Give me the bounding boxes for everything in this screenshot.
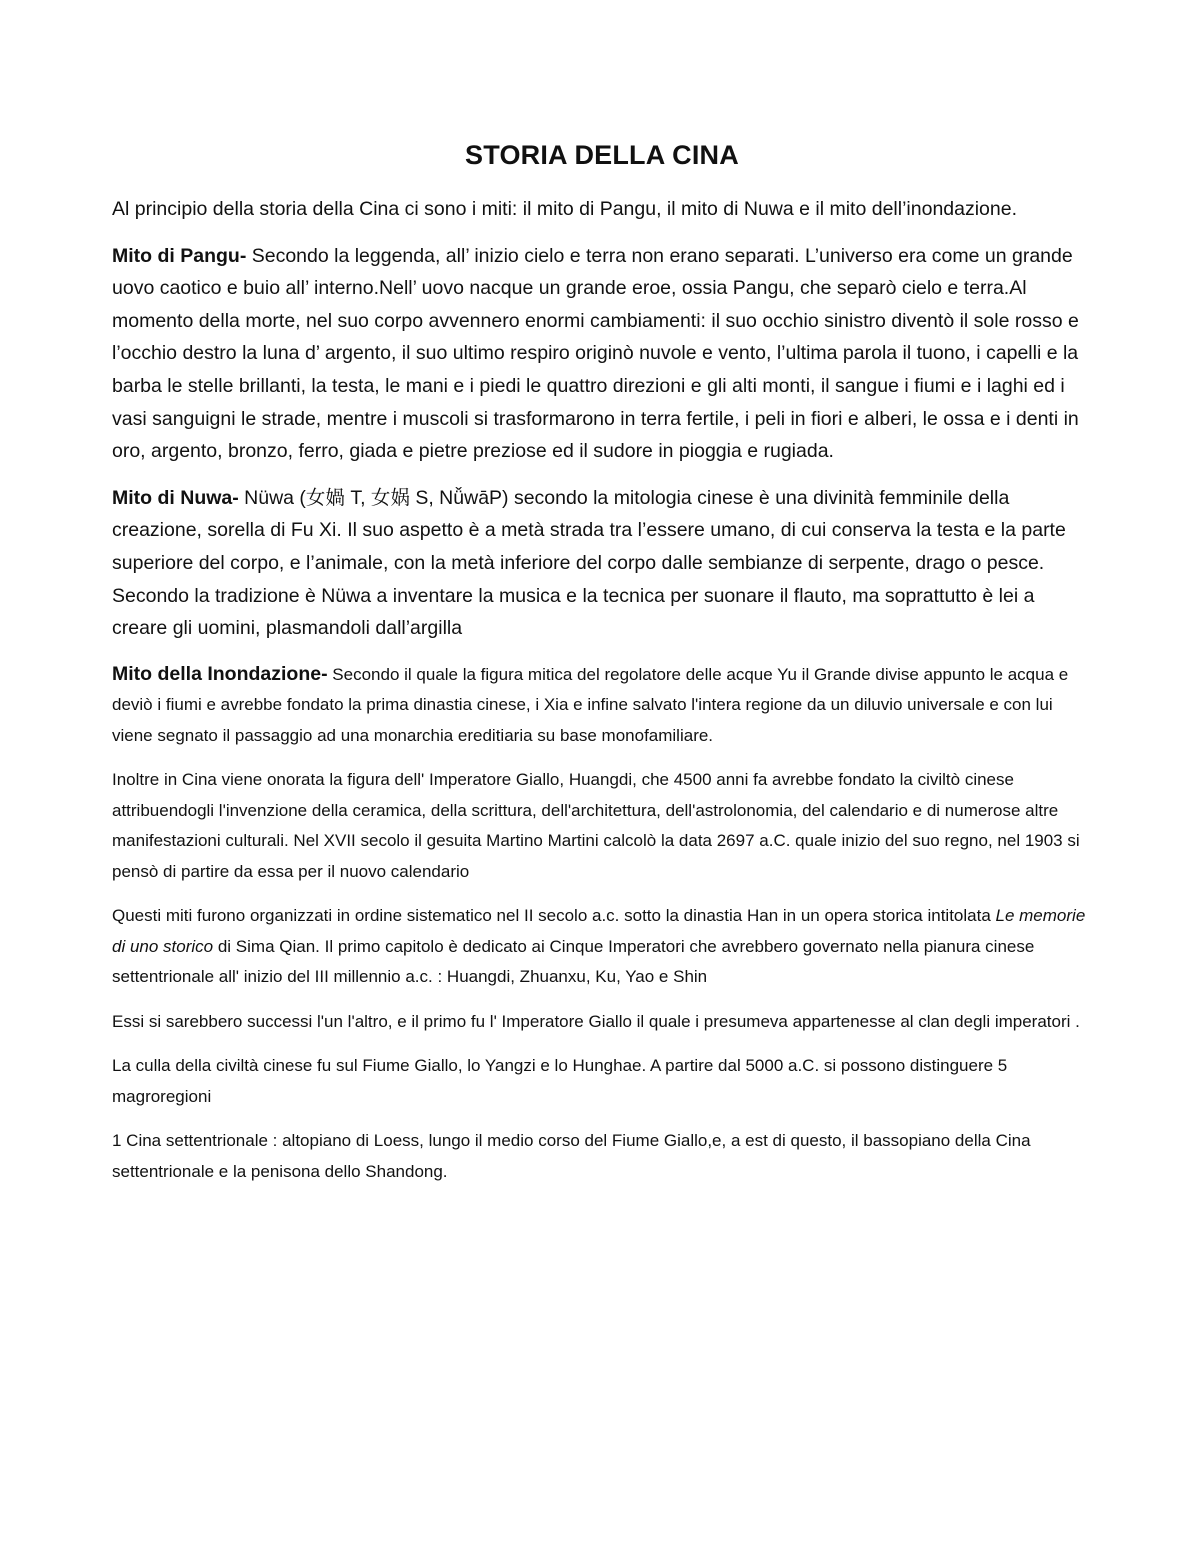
inondazione-paragraph (112, 659, 1092, 752)
questi-miti-text-before: Questi miti furono organizzati in ordine sistematico nel II secolo a.c. sotto la dinastia Han in un opera storica intitolata (112, 906, 996, 926)
intro-paragraph: Al principio della storia della Cina ci sono i miti: il mito di Pangu, il mito di Nuwa e il mito dell’inondazione. (112, 198, 1018, 220)
inondazione-text: Secondo il quale la figura mitica del regolatore delle acque Yu il Grande divise appunto le acqua e deviò i fiumi e avrebbe fondato la prima dinastia cinese, i Xia e infine salvato l'intera regione da un diluvio universale e con lui viene segnato il passaggio ad una monarchia ereditiaria su base monofamiliare. (112, 664, 1069, 745)
book-title: Le memorie di uno storico (112, 906, 1086, 956)
document-title: STORIA DELLA CINA (465, 140, 739, 170)
inondazione-heading: Mito della Inondazione- (112, 662, 328, 685)
imperatore-giallo-paragraph: Inoltre in Cina viene onorata la figura dell' Imperatore Giallo, Huangdi, che 4500 anni fa avrebbe fondato la civiltò cinese attribuendogli l'invenzione della ceramica, della scrittura, dell'architettura, dell'astrolonomia, del calendario e di numerose altre manifestazioni culturali. Nel XVII secolo il gesuita Martino Martini calcolò la data 2697 a.C. quale inizio del suo regno, nel 1903 si pensò di partire da essa per il nuovo calendario (112, 770, 1080, 881)
nuwa-paragraph (112, 482, 1092, 645)
pangu-heading: Mito di Pangu- (112, 244, 247, 267)
essi-paragraph: Essi si sarebbero successi l'un l'altro, e il primo fu l' Imperatore Giallo il quale i presumeva appartenesse al clan degli imperatori . (112, 1011, 1080, 1031)
nuwa-heading: Mito di Nuwa- (112, 486, 239, 509)
questi-miti-text-after: di Sima Qian. Il primo capitolo è dedicato ai Cinque Imperatori che avrebbero governato nella pianura cinese settentrionale all' inizio del III millennio a.c. : Huangdi, Zhuanxu, Ku, Yao e Shin (112, 936, 1035, 987)
document-body (112, 140, 1092, 1201)
culla-paragraph: La culla della civiltà cinese fu sul Fiume Giallo, lo Yangzi e lo Hunghae. A partire dal 5000 a.C. si possono distinguere 5 magroregioni (112, 1056, 1008, 1106)
questi-miti-paragraph (112, 901, 1092, 993)
pangu-text: Secondo la leggenda, all’ inizio cielo e terra non erano separati. L’universo era come un grande uovo caotico e buio all’ interno.Nell’ uovo nacque un grande eroe, ossia Pangu, che separò cielo e terra.Al momento della morte, nel suo corpo avvennero enormi cambiamenti: il suo occhio sinistro diventò il sole rosso e l’occhio destro la luna d’ argento, il suo ultimo respiro originò nuvole e vento, l’ultima parola il tuono, i capelli e la barba le stelle brillanti, la testa, le mani e i piedi le quattro direzioni e gli alti monti, il sangue i fiumi e i laghi ed i vasi sanguigni le strade, mentre i muscoli si trasformarono in terra fertile, i peli in fiori e alberi, le ossa e i denti in oro, argento, bronzo, ferro, giada e pietre preziose ed il sudore in pioggia e rugiada. (112, 244, 1079, 463)
regione-1-paragraph: 1 Cina settentrionale : altopiano di Loess, lungo il medio corso del Fiume Giallo,e, a est di questo, il bassopiano della Cina settentrionale e la penisona dello Shandong. (112, 1131, 1031, 1181)
pangu-paragraph (112, 240, 1092, 468)
nuwa-text: Nüwa (女媧 T, 女娲 S, NǚwāP) secondo la mitologia cinese è una divinità femminile della creazione, sorella di Fu Xi. Il suo aspetto è a metà strada tra l’essere umano, di cui conserva la testa e la parte superiore del corpo, e l’animale, con la metà inferiore del corpo dalle sembianze di serpente, drago o pesce. Secondo la tradizione è Nüwa a inventare la musica e la tecnica per suonare il flauto, ma soprattutto è lei a creare gli uomini, plasmandoli dall’argilla (112, 486, 1066, 640)
